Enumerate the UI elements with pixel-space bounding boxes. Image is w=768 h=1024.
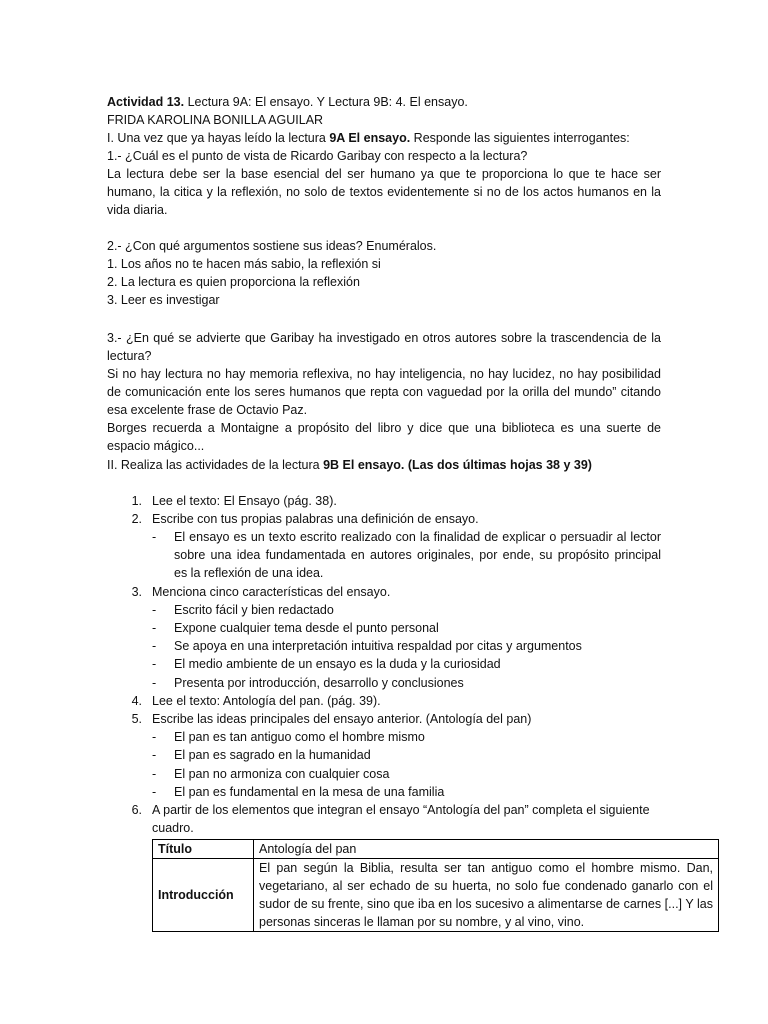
activity-readings: Lectura 9A: El ensayo. Y Lectura 9B: 4. El ensayo. [184,95,468,109]
dash-bullet: - [152,676,157,690]
question-2: 2.- ¿Con qué argumentos sostiene sus ideas? Enuméralos. [107,239,437,253]
answer-1-line: vida diaria. [107,203,168,217]
main-idea-item: El pan es sagrado en la humanidad [174,748,371,762]
list-item-text: Escribe con tus propias palabras una definición de ensayo. [152,512,479,526]
list-item-text: Lee el texto: Antología del pan. (pág. 39). [152,694,381,708]
characteristic-item: Escrito fácil y bien redactado [174,603,334,617]
definition-line: es la reflexión de una idea. [174,566,324,580]
question-1: 1.- ¿Cuál es el punto de vista de Ricardo Garibay con respecto a la lectura? [107,149,528,163]
list-number: 6. [131,803,142,817]
author-name: FRIDA KAROLINA BONILLA AGUILAR [107,113,324,127]
list-number: 4. [131,694,142,708]
essay-elements-table [152,839,719,932]
table-row [153,840,719,859]
section-1-intro-text: I. Una vez que ya hayas leído la lectura [107,131,330,145]
dash-bullet: - [152,621,157,635]
section-1-reading-title: 9A El ensayo. [329,131,411,145]
dash-bullet: - [152,748,157,762]
introduction-line: vegetariano, al ser echado de su huerta, no solo fue condenado ganarlo con el [259,879,713,893]
section-2-reading-title: 9B El ensayo. (Las dos últimas hojas 38 y 39) [323,458,592,472]
answer-3-line: espacio mágico... [107,439,205,453]
characteristic-item: El medio ambiente de un ensayo es la duda y la curiosidad [174,657,501,671]
activity-number: Actividad 13. [107,95,185,109]
answer-3-line: de comunicación ente los seres humanos que repta con vaguedad por la orilla del mundo” citando [107,385,661,399]
question-3-line: 3.- ¿En qué se advierte que Garibay ha investigado en otros autores sobre la trascendencia de la [107,331,661,345]
list-item-text: Menciona cinco características del ensayo. [152,585,391,599]
dash-bullet: - [152,603,157,617]
characteristic-item: Presenta por introducción, desarrollo y conclusiones [174,676,464,690]
list-item-text-continued: cuadro. [152,821,194,835]
list-number: 1. [131,494,142,508]
main-idea-item: El pan es fundamental en la mesa de una familia [174,785,445,799]
definition-line: El ensayo es un texto escrito realizado con la finalidad de explicar o persuadir al lector [174,530,661,544]
cell-introduction-value [254,859,719,932]
table-row [153,859,719,932]
dash-bullet: - [152,767,157,781]
list-number: 2. [131,512,142,526]
answer-1-line: humano, la citica y la reflexión, no solo de textos evidentemente si no de los actos humanos en la [107,185,661,199]
section-2-intro-text: II. Realiza las actividades de la lectura [107,458,324,472]
introduction-line: personas sinceras le llaman por su nombre, y al vino, vino. [259,915,585,929]
question-3-line: lectura? [107,349,152,363]
introduction-line: El pan según la Biblia, resulta ser tan antiguo como el hombre mismo. Dan, [259,861,713,875]
list-number: 3. [131,585,142,599]
dash-bullet: - [152,657,157,671]
cell-title-value: Antología del pan [254,840,719,859]
answer-3-line: Si no hay lectura no hay memoria reflexiva, no hay inteligencia, no hay lucidez, no hay posibilidad [107,367,661,381]
dash-bullet: - [152,530,157,544]
row-label-introduction: Introducción [153,859,254,932]
list-number: 5. [131,712,142,726]
answer-2-item: 1. Los años no te hacen más sabio, la reflexión si [107,257,381,271]
section-1-intro-text-end: Responde las siguientes interrogantes: [410,131,630,145]
characteristic-item: Expone cualquier tema desde el punto personal [174,621,439,635]
definition-line: sobre una idea fundamentada en autores originales, por ende, su propósito principal [174,548,661,562]
section-2-intro [107,456,661,474]
answer-3-line: Borges recuerda a Montaigne a propósito del libro y dice que una biblioteca es una suerte de [107,421,661,435]
answer-1-line: La lectura debe ser la base esencial del ser humano ya que te proporciona lo que te hace ser [107,167,661,181]
section-1-intro [107,129,661,147]
introduction-line: sudor de su frente, sino que iba en los sucesivo a alimentarse de carnes [...] Y las [259,897,713,911]
list-item-text: A partir de los elementos que integran el ensayo “Antología del pan” completa el siguiente [152,803,650,817]
main-idea-item: El pan no armoniza con cualquier cosa [174,767,390,781]
answer-2-item: 2. La lectura es quien proporciona la reflexión [107,275,360,289]
list-item-text: Escribe las ideas principales del ensayo anterior. (Antología del pan) [152,712,532,726]
answer-3-line: esa excelente frase de Octavio Paz. [107,403,308,417]
dash-bullet: - [152,639,157,653]
answer-2-item: 3. Leer es investigar [107,293,220,307]
list-item-text: Lee el texto: El Ensayo (pág. 38). [152,494,337,508]
row-label-title: Título [153,840,254,859]
dash-bullet: - [152,730,157,744]
main-idea-item: El pan es tan antiguo como el hombre mismo [174,730,425,744]
activity-heading [107,93,661,111]
dash-bullet: - [152,785,157,799]
characteristic-item: Se apoya en una interpretación intuitiva respaldad por citas y argumentos [174,639,582,653]
